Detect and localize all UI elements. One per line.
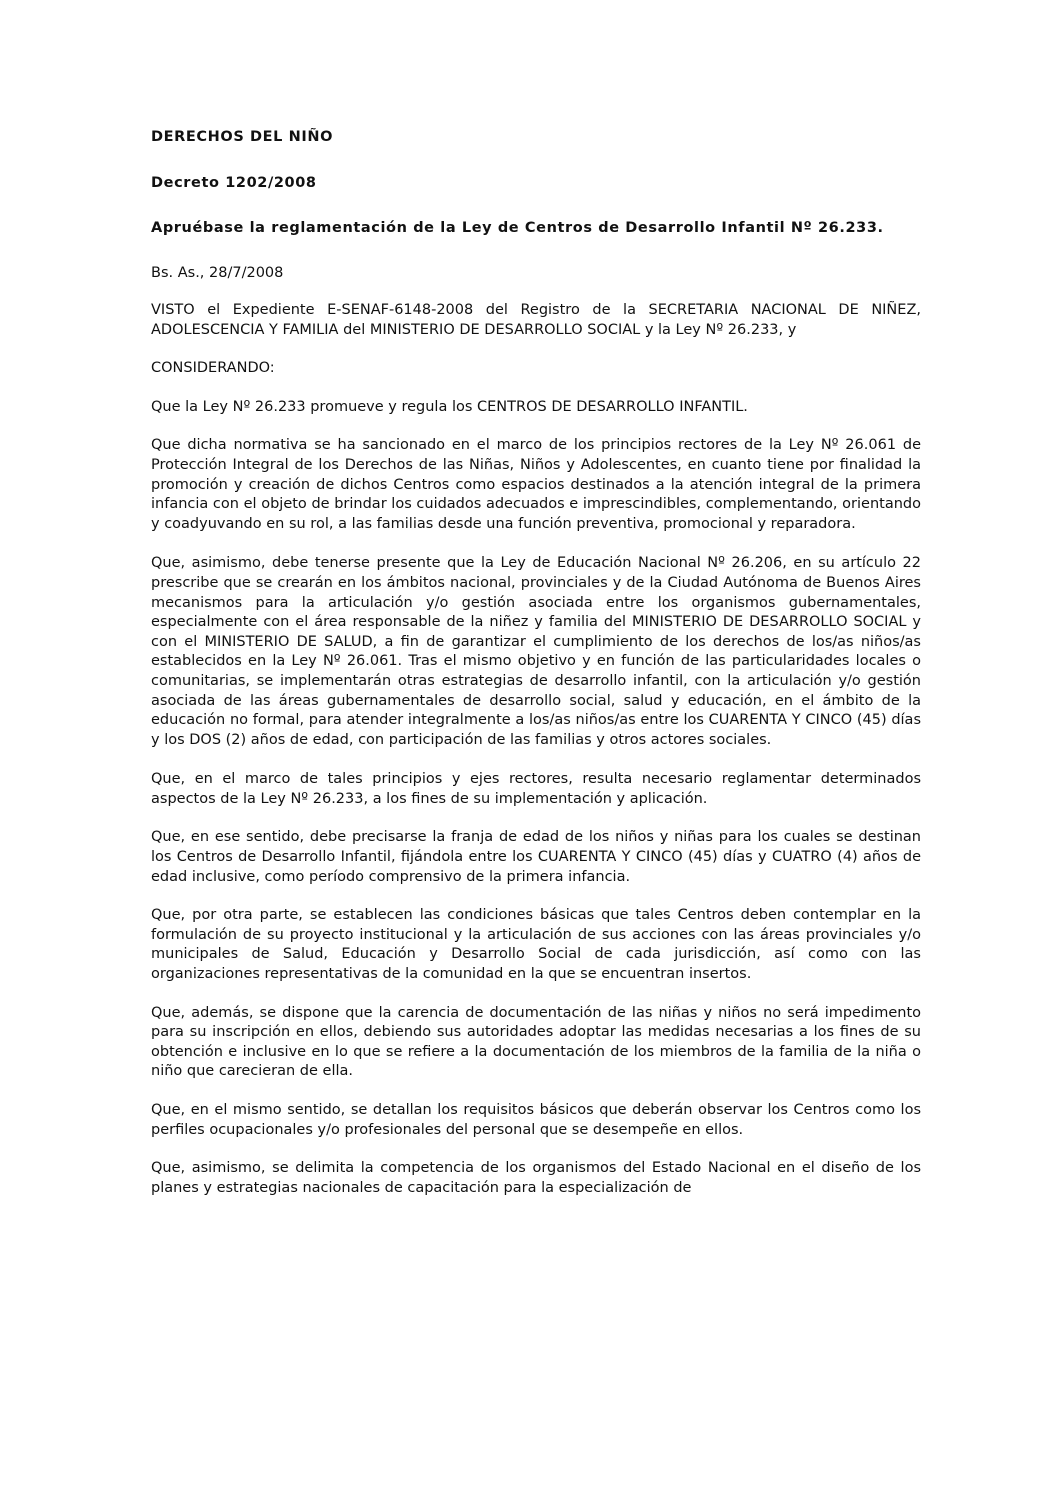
paragraph-considerando: CONSIDERANDO: — [151, 360, 275, 377]
paragraph: Que, además, se dispone que la carencia de documentación de las niñas y niños no será impedimento para su inscripción en ellos, debiendo sus autoridades adoptar las medidas necesarias a los fines de su obtención e inclusive en lo que se refiere a la documentación de los miembros de la familia de la niña o niño que carecieran de ella. — [151, 1004, 921, 1080]
paragraph: Que, en ese sentido, debe precisarse la franja de edad de los niños y niñas para los cuales se destinan los Centros de Desarrollo Infantil, fijándola entre los CUARENTA Y CINCO (45) días y CUATRO (4) años de edad inclusive, como período comprensivo de la primera infancia. — [151, 829, 921, 885]
paragraph: Que la Ley Nº 26.233 promueve y regula los CENTROS DE DESARROLLO INFANTIL. — [151, 398, 748, 415]
decree-number: Decreto 1202/2008 — [151, 175, 317, 191]
paragraph: Que dicha normativa se ha sancionado en el marco de los principios rectores de la Ley Nº 26.061 de Protección Integral de los Derechos de las Niñas, Niños y Adolescentes, en cuanto tiene por finalidad la promoción y creación de dichos Centros como espacios destinados a la atención integral de la primera infancia con el objeto de brindar los cuidados adecuados e imprescindibles, complementando, orientando y coadyuvando en su rol, a las familias desde una función preventiva, promocional y reparadora. — [151, 437, 921, 532]
paragraph: Que, por otra parte, se establecen las condiciones básicas que tales Centros deben contemplar en la formulación de su proyecto institucional y la articulación de sus acciones con las áreas provinciales y/o municipales de Salud, Educación y Desarrollo Social de cada jurisdicción, así como con las organizaciones representativas de la comunidad en la que se encuentran insertos. — [151, 907, 921, 983]
document-page — [151, 127, 921, 1217]
paragraph: Que, asimismo, se delimita la competencia de los organismos del Estado Nacional en el diseño de los planes y estrategias nacionales de capacitación para la especialización de — [151, 1160, 921, 1196]
section-title: DERECHOS DEL NIÑO — [151, 129, 334, 145]
paragraph: Que, asimismo, debe tenerse presente que la Ley de Educación Nacional Nº 26.206, en su artículo 22 prescribe que se crearán en los ámbitos nacional, provinciales y de la Ciudad Autónoma de Buenos Aires mecanismos para la articulación y/o gestión asociada entre los organismos gubernamentales, especialmente con el área responsable de la niñez y familia del MINISTERIO DE DESARROLLO SOCIAL y con el MINISTERIO DE SALUD, a fin de garantizar el cumplimiento de los derechos de los/as niños/as establecidos en la Ley Nº 26.061. Tras el mismo objetivo y en función de las particularidades locales o comunitarias, se implementarán otras estrategias de desarrollo infantil, con la articulación y/o gestión asociada de las áreas gubernamentales de desarrollo social, salud y educación, en el ámbito de la educación no formal, para atender integralmente a los/as niños/as entre los CUARENTA Y CINCO (45) días y los DOS (2) años de edad, con participación de las familias y otros actores sociales. — [151, 555, 921, 748]
paragraph: Que, en el mismo sentido, se detallan los requisitos básicos que deberán observar los Centros como los perfiles ocupacionales y/o profesionales del personal que se desempeñe en ellos. — [151, 1102, 921, 1138]
decree-summary: Apruébase la reglamentación de la Ley de Centros de Desarrollo Infantil Nº 26.233. — [151, 220, 884, 236]
paragraph: Que, en el marco de tales principios y ejes rectores, resulta necesario reglamentar determinados aspectos de la Ley Nº 26.233, a los fines de su implementación y aplicación. — [151, 771, 921, 807]
place-date: Bs. As., 28/7/2008 — [151, 265, 284, 281]
paragraph-visto: VISTO el Expediente E-SENAF-6148-2008 del Registro de la SECRETARIA NACIONAL DE NIÑEZ, ADOLESCENCIA Y FAMILIA del MINISTERIO DE DESARROLLO SOCIAL y la Ley Nº 26.233, y — [151, 302, 921, 338]
